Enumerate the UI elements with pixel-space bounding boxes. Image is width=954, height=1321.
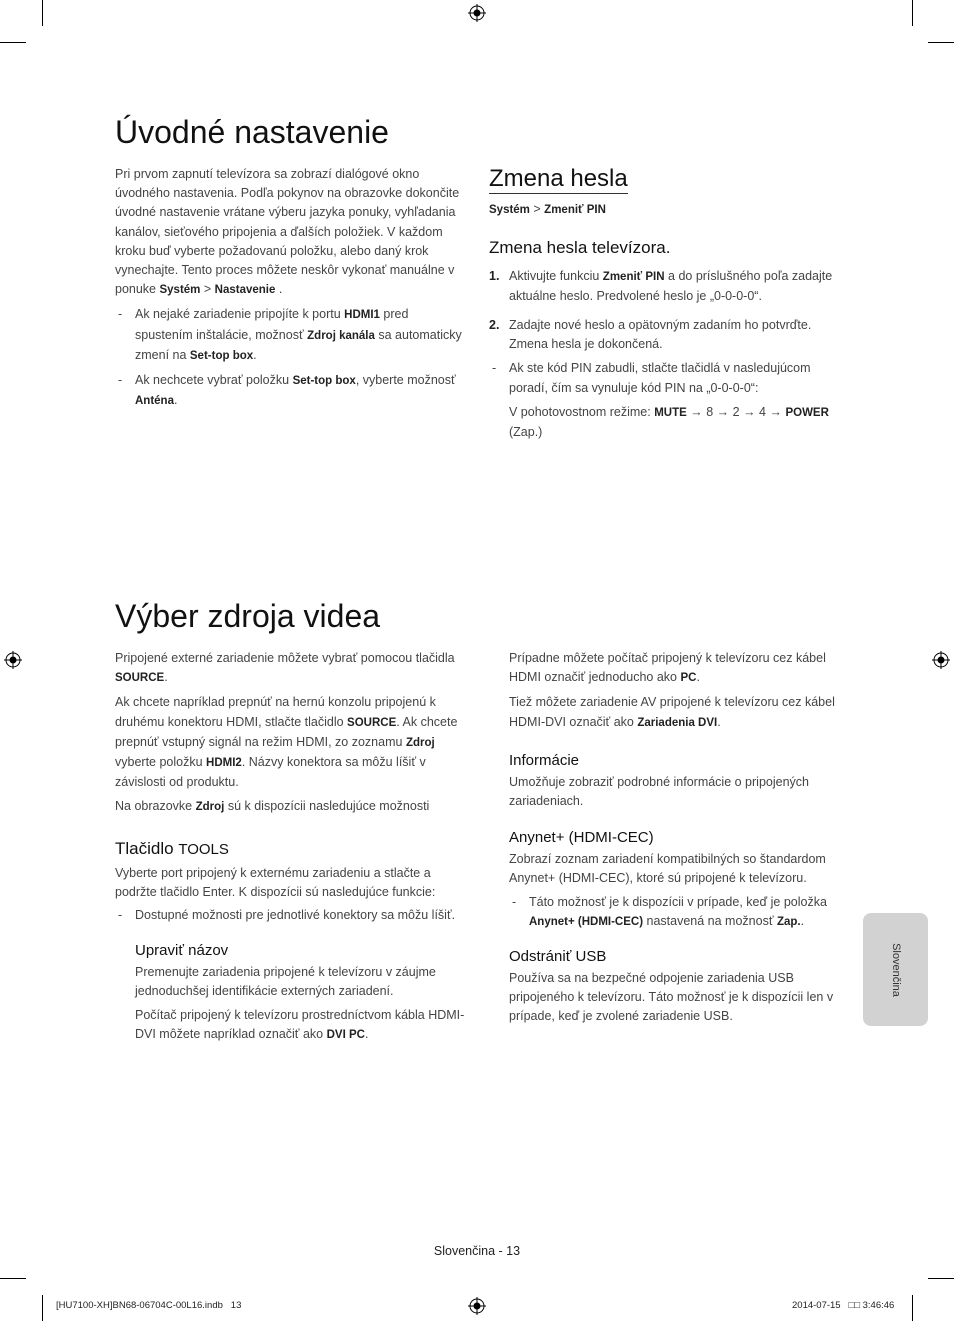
subtitle-information: Informácie bbox=[509, 751, 580, 769]
paragraph: Umožňuje zobraziť podrobné informácie o pripojených zariadeniach. bbox=[509, 774, 809, 809]
registration-mark-icon bbox=[932, 651, 950, 669]
paragraph: Na obrazovke Zdroj sú k dispozícii nasledujúce možnosti bbox=[115, 799, 430, 814]
pin-reset-sequence: V pohotovostnom režime: MUTE → 8 → 2 → 4 → POWER (Zap.) bbox=[509, 404, 829, 440]
subtitle-rename: Upraviť názov bbox=[135, 941, 229, 959]
subtitle-anynet: Anynet+ (HDMI-CEC) bbox=[509, 829, 654, 847]
page-number: Slovenčina - 13 bbox=[433, 1244, 521, 1258]
registration-mark-icon bbox=[468, 1297, 486, 1315]
paragraph: Ak chcete napríklad prepnúť na hernú konzolu pripojenú k druhému konektoru HDMI, stlačte tlačidlo SOURCE. Ak chcete prepnúť vstupný signál na režim HDMI, zo zoznamu Zdroj vyberte položku HDMI2. Názvy konektora sa môžu líšiť v závislosti od produktu. bbox=[115, 695, 458, 790]
section-title-video-source: Výber zdroja videa bbox=[115, 598, 381, 634]
paragraph: Vyberte port pripojený k externému zariadeniu a stlačte a podržte tlačidlo Enter. K dispozícii sú nasledujúce funkcie: bbox=[115, 866, 436, 900]
paragraph: Premenujte zariadenia pripojené k televízoru v záujme jednoduchšej identifikácie externých zariadení. bbox=[135, 964, 436, 998]
registration-mark-icon bbox=[468, 4, 486, 22]
list-item: - Ak ste kód PIN zabudli, stlačte tlačidlá v nasledujúcom poradí, čím sa vynuluje kód PIN na „0-0-0-0“: bbox=[492, 361, 811, 395]
subtitle-change-password: Zmena hesla televízora. bbox=[489, 238, 671, 258]
list-item: 2. Zadajte nové heslo a opätovným zadaním ho potvrďte. Zmena hesla je dokončená. bbox=[489, 318, 812, 352]
registration-mark-icon bbox=[4, 651, 22, 669]
section-title-initial-setup: Úvodné nastavenie bbox=[115, 114, 389, 150]
language-side-tab bbox=[863, 913, 928, 1026]
language-side-tab-label: Slovenčina bbox=[889, 942, 902, 997]
paragraph: Používa sa na bezpečné odpojenie zariadenia USB pripojeného k televízoru. Táto možnosť je k dispozícii len v prípade, keď je zvolené zariadenie USB. bbox=[509, 971, 834, 1024]
list-item: - Táto možnosť je k dispozícii v prípade, keď je položka Anynet+ (HDMI-CEC) nastavená na možnosť Zap.. bbox=[512, 894, 827, 928]
list-item: 1. Aktivujte funkciu Zmeniť PIN a do príslušného poľa zadajte aktuálne heslo. Predvolené heslo je „0-0-0-0“. bbox=[489, 268, 833, 303]
subtitle-tools-button: Tlačidlo TOOLS bbox=[115, 838, 229, 858]
list-item: - Dostupné možnosti pre jednotlivé konektory sa môžu líšiť. bbox=[118, 908, 456, 923]
footer-timestamp: 2014-07-15 □□ 3:46:46 bbox=[792, 1300, 895, 1311]
section-title-password: Zmena hesla bbox=[489, 165, 628, 192]
menu-path: Systém > Zmeniť PIN bbox=[489, 202, 606, 216]
list-item: - Ak nejaké zariadenie pripojíte k portu HDMI1 pred spustením inštalácie, možnosť Zdroj kanála sa automaticky zmení na Set-top box. bbox=[118, 307, 462, 362]
paragraph: Tiež môžete zariadenie AV pripojené k televízoru cez kábel HDMI-DVI označiť ako Zariadenia DVI. bbox=[509, 695, 835, 729]
list-item: - Ak nechcete vybrať položku Set-top box, vyberte možnosť Anténa. bbox=[118, 373, 456, 408]
paragraph: Pripojené externé zariadenie môžete vybrať pomocou tlačidla SOURCE. bbox=[115, 651, 455, 685]
subtitle-remove-usb: Odstrániť USB bbox=[509, 948, 607, 966]
paragraph: Počítač pripojený k televízoru prostredníctvom kábla HDMI-DVI môžete napríklad označiť ako DVI PC. bbox=[135, 1008, 465, 1042]
paragraph: Zobrazí zoznam zariadení kompatibilných so štandardom Anynet+ (HDMI-CEC), ktoré sú pripojené k televízoru. bbox=[509, 852, 826, 886]
paragraph: Prípadne môžete počítač pripojený k televízoru cez kábel HDMI označiť jednoducho ako PC. bbox=[509, 651, 826, 685]
footer-file-info: [HU7100-XH]BN68-06704C-00L16.indb 13 bbox=[56, 1300, 242, 1311]
intro-paragraph: Pri prvom zapnutí televízora sa zobrazí dialógové okno úvodného nastavenia. Podľa pokynov na obrazovke dokončite úvodné nastavenie vrátane výberu jazyka ponuky, vyhľadania kanálov, sieťového pripojenia a ďalších položiek. V každom kroku buď vyberte požadovanú položku, alebo daný krok vynechajte. Tento proces môžete neskôr vykonať manuálne v ponuke Systém > Nastavenie . bbox=[115, 167, 460, 297]
